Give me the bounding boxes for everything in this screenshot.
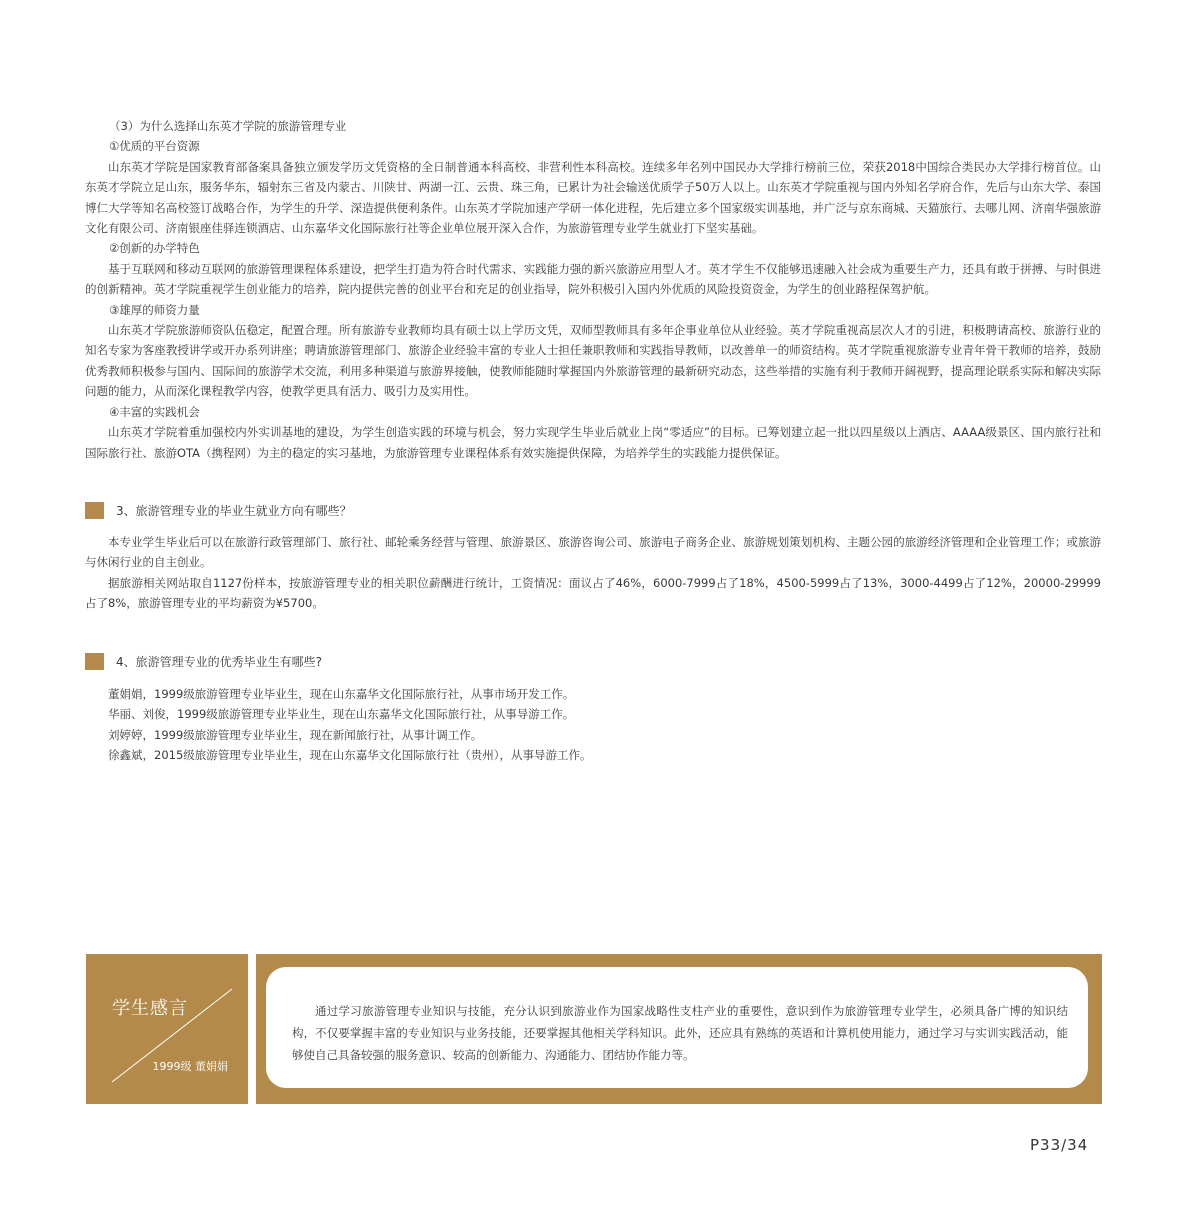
careers-heading: [85, 500, 352, 520]
list-item: 华丽、刘俊，1999级旅游管理专业毕业生，现在山东嘉华文化国际旅行社，从事导游工作。: [108, 707, 575, 722]
list-item: 徐鑫斌，2015级旅游管理专业毕业生，现在山东嘉华文化国际旅行社（贵州），从事导游工作。: [108, 748, 592, 763]
alumni-heading-text: 4、旅游管理专业的优秀毕业生有哪些?: [116, 654, 323, 669]
section-title: （3）为什么选择山东英才学院的旅游管理专业: [109, 119, 347, 133]
paragraph: 山东英才学院着重加强校内外实训基地的建设，为学生创造实践的环境与机会，努力实现学生毕业后就业上岗“零适应”的目标。已筹划建立起一批以四星级以上酒店、AAAA级景区、国内旅行社和国际旅行社、旅游OTA（携程网）为主的稳定的实习基地，为旅游管理专业课程体系有效实施提供保障，为培养学生的实践能力提供保证。: [85, 425, 1101, 460]
alumni-heading: [85, 651, 322, 671]
testimonial-author: 1999级 董娟娟: [152, 1060, 228, 1073]
subheading: ②创新的办学特色: [109, 241, 200, 256]
alumni-list: [85, 684, 1101, 766]
paragraph: 据旅游相关网站取自1127份样本，按旅游管理专业的相关职位薪酬进行统计，工资情况：面议占了46%，6000-7999占了18%，4500-5999占了13%，3000-4499占了12%，20000-29999占了8%，旅游管理专业的平均薪资为¥5700。: [85, 575, 1101, 611]
list-item: 董娟娟，1999级旅游管理专业毕业生，现在山东嘉华文化国际旅行社，从事市场开发工作。: [108, 687, 575, 701]
section-why-choose: [85, 116, 1101, 463]
testimonial-card: [266, 967, 1088, 1088]
heading-marker: [85, 653, 104, 670]
testimonial-frame: [256, 954, 1102, 1104]
paragraph: 山东英才学院旅游师资队伍稳定，配置合理。所有旅游专业教师均具有硕士以上学历文凭，双师型教师具有多年企事业单位从业经验。英才学院重视高层次人才的引进，积极聘请高校、旅游行业的知名专家为客座教授讲学或开办系列讲座；聘请旅游管理部门、旅游企业经验丰富的专业人士担任兼职教师和实践指导教师，以改善单一的师资结构。英才学院重视旅游专业青年骨干教师的培养，鼓励优秀教师积极参与国内、国际间的旅游学术交流，利用多种渠道与旅游界接触，使教师能随时掌握国内外旅游管理的最新研究动态，这些举措的实施有利于教师开阔视野，提高理论联系实际和解决实际问题的能力，从而深化课程教学内容，使教学更具有活力、吸引力及实用性。: [85, 323, 1101, 399]
paragraph: 山东英才学院是国家教育部备案具备独立颁发学历文凭资格的全日制普通本科高校、非营利性本科高校。连续多年名列中国民办大学排行榜前三位，荣获2018中国综合类民办大学排行榜首位。山东英才学院立足山东，服务华东，辐射东三省及内蒙古、川陕甘、两湖一江、云贵、珠三角，已累计为社会输送优质学子50万人以上。山东英才学院重视与国内外知名学府合作，先后与山东大学、泰国博仁大学等知名高校签订战略合作，为学生的升学、深造提供便利条件。山东英才学院加速产学研一体化进程，先后建立多个国家级实训基地，并广泛与京东商城、天猫旅行、去哪儿网、济南华强旅游文化有限公司、济南银座佳驿连锁酒店、山东嘉华文化国际旅行社等企业单位展开深入合作，为旅游管理专业学生就业打下坚实基础。: [85, 159, 1101, 236]
paragraph: 基于互联网和移动互联网的旅游管理课程体系建设，把学生打造为符合时代需求、实践能力强的新兴旅游应用型人才。英才学生不仅能够迅速融入社会成为重要生产力，还具有敢于拼搏、与时俱进的创新精神。英才学院重视学生创业能力的培养，院内提供完善的创业平台和充足的创业指导，院外积极引入国内外优质的风险投资资金，为学生的创业路程保驾护航。: [85, 261, 1101, 297]
subheading: ③雄厚的师资力量: [109, 302, 200, 317]
subheading: ④丰富的实践机会: [109, 404, 200, 419]
testimonial-label-box: [86, 954, 248, 1104]
careers-heading-text: 3、旅游管理专业的毕业生就业方向有哪些？: [116, 503, 352, 518]
testimonial-title: 学生感言: [112, 998, 188, 1019]
diagonal-line: [86, 954, 248, 1104]
page-number: P33/34: [1030, 1136, 1089, 1154]
paragraph: 本专业学生毕业后可以在旅游行政管理部门、旅行社、邮轮乘务经营与管理、旅游景区、旅游咨询公司、旅游电子商务企业、旅游规划策划机构、主题公园的旅游经济管理和企业管理工作；或旅游与休闲行业的自主创业。: [85, 535, 1101, 570]
testimonial-text: 通过学习旅游管理专业知识与技能，充分认识到旅游业作为国家战略性支柱产业的重要性，意识到作为旅游管理专业学生，必须具备广博的知识结构，不仅要掌握丰富的专业知识与业务技能，还要掌握其他相关学科知识。此外，还应具有熟练的英语和计算机使用能力，通过学习与实训实践活动，能够使自己具备较强的服务意识、较高的创新能力、沟通能力、团结协作能力等。: [292, 1004, 1068, 1062]
subheading: ①优质的平台资源: [109, 139, 200, 154]
careers-section: [85, 532, 1101, 614]
list-item: 刘婷婷，1999级旅游管理专业毕业生，现在新闻旅行社，从事计调工作。: [108, 727, 483, 742]
heading-marker: [85, 502, 104, 519]
